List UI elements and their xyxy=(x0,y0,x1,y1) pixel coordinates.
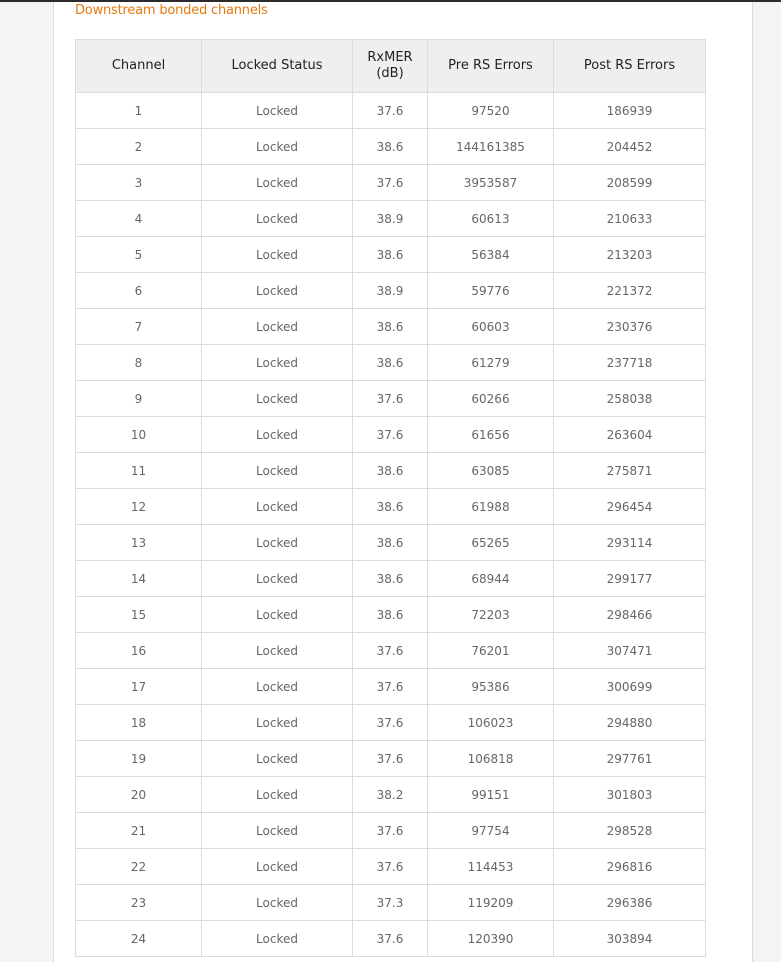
cell-rxmer: 38.9 xyxy=(353,273,428,309)
cell-post-rs-errors: 293114 xyxy=(554,525,706,561)
table-row xyxy=(76,489,706,525)
table-row xyxy=(76,561,706,597)
cell-rxmer: 38.6 xyxy=(353,129,428,165)
cell-post-rs-errors: 300699 xyxy=(554,669,706,705)
cell-rxmer: 38.6 xyxy=(353,561,428,597)
cell-pre-rs-errors: 99151 xyxy=(428,777,554,813)
table-row xyxy=(76,813,706,849)
cell-rxmer: 38.2 xyxy=(353,777,428,813)
cell-pre-rs-errors: 97520 xyxy=(428,93,554,129)
cell-channel: 1 xyxy=(76,93,202,129)
cell-rxmer: 37.6 xyxy=(353,705,428,741)
cell-rxmer: 38.6 xyxy=(353,489,428,525)
cell-channel: 9 xyxy=(76,381,202,417)
cell-pre-rs-errors: 119209 xyxy=(428,885,554,921)
cell-locked-status: Locked xyxy=(202,633,353,669)
cell-post-rs-errors: 307471 xyxy=(554,633,706,669)
header-rxmer xyxy=(353,40,428,93)
cell-pre-rs-errors: 56384 xyxy=(428,237,554,273)
cell-rxmer: 38.6 xyxy=(353,597,428,633)
cell-channel: 16 xyxy=(76,633,202,669)
cell-pre-rs-errors: 3953587 xyxy=(428,165,554,201)
cell-locked-status: Locked xyxy=(202,345,353,381)
cell-locked-status: Locked xyxy=(202,489,353,525)
cell-pre-rs-errors: 72203 xyxy=(428,597,554,633)
cell-pre-rs-errors: 60603 xyxy=(428,309,554,345)
cell-pre-rs-errors: 97754 xyxy=(428,813,554,849)
cell-post-rs-errors: 275871 xyxy=(554,453,706,489)
cell-pre-rs-errors: 68944 xyxy=(428,561,554,597)
cell-rxmer: 37.6 xyxy=(353,633,428,669)
cell-post-rs-errors: 204452 xyxy=(554,129,706,165)
cell-locked-status: Locked xyxy=(202,237,353,273)
cell-post-rs-errors: 186939 xyxy=(554,93,706,129)
table-row xyxy=(76,525,706,561)
content-panel xyxy=(53,2,753,962)
table-row xyxy=(76,741,706,777)
cell-channel: 10 xyxy=(76,417,202,453)
cell-channel: 3 xyxy=(76,165,202,201)
table-row xyxy=(76,129,706,165)
cell-rxmer: 37.3 xyxy=(353,885,428,921)
cell-locked-status: Locked xyxy=(202,705,353,741)
table-row xyxy=(76,705,706,741)
cell-locked-status: Locked xyxy=(202,381,353,417)
cell-post-rs-errors: 303894 xyxy=(554,921,706,957)
cell-post-rs-errors: 296386 xyxy=(554,885,706,921)
cell-rxmer: 37.6 xyxy=(353,165,428,201)
cell-post-rs-errors: 296816 xyxy=(554,849,706,885)
cell-rxmer: 37.6 xyxy=(353,417,428,453)
table-row xyxy=(76,381,706,417)
cell-locked-status: Locked xyxy=(202,669,353,705)
cell-channel: 21 xyxy=(76,813,202,849)
cell-channel: 22 xyxy=(76,849,202,885)
cell-channel: 13 xyxy=(76,525,202,561)
cell-rxmer: 38.6 xyxy=(353,237,428,273)
cell-locked-status: Locked xyxy=(202,525,353,561)
cell-rxmer: 38.9 xyxy=(353,201,428,237)
cell-locked-status: Locked xyxy=(202,813,353,849)
cell-channel: 14 xyxy=(76,561,202,597)
cell-post-rs-errors: 213203 xyxy=(554,237,706,273)
cell-rxmer: 37.6 xyxy=(353,381,428,417)
table-header-row xyxy=(76,40,706,93)
cell-channel: 15 xyxy=(76,597,202,633)
cell-channel: 4 xyxy=(76,201,202,237)
cell-post-rs-errors: 210633 xyxy=(554,201,706,237)
cell-post-rs-errors: 208599 xyxy=(554,165,706,201)
cell-pre-rs-errors: 60613 xyxy=(428,201,554,237)
cell-rxmer: 38.6 xyxy=(353,309,428,345)
table-row xyxy=(76,777,706,813)
table-row xyxy=(76,885,706,921)
cell-rxmer: 37.6 xyxy=(353,741,428,777)
cell-pre-rs-errors: 106023 xyxy=(428,705,554,741)
cell-rxmer: 37.6 xyxy=(353,813,428,849)
table-row xyxy=(76,309,706,345)
cell-post-rs-errors: 299177 xyxy=(554,561,706,597)
cell-post-rs-errors: 298528 xyxy=(554,813,706,849)
cell-rxmer: 37.6 xyxy=(353,921,428,957)
cell-pre-rs-errors: 61279 xyxy=(428,345,554,381)
cell-locked-status: Locked xyxy=(202,597,353,633)
cell-channel: 20 xyxy=(76,777,202,813)
header-channel: Channel xyxy=(76,40,202,93)
table-row xyxy=(76,237,706,273)
section-title: Downstream bonded channels xyxy=(75,3,268,18)
cell-post-rs-errors: 263604 xyxy=(554,417,706,453)
cell-pre-rs-errors: 61988 xyxy=(428,489,554,525)
cell-rxmer: 38.6 xyxy=(353,453,428,489)
cell-post-rs-errors: 294880 xyxy=(554,705,706,741)
cell-channel: 12 xyxy=(76,489,202,525)
cell-rxmer: 37.6 xyxy=(353,669,428,705)
cell-locked-status: Locked xyxy=(202,885,353,921)
cell-locked-status: Locked xyxy=(202,165,353,201)
cell-locked-status: Locked xyxy=(202,201,353,237)
cell-channel: 24 xyxy=(76,921,202,957)
cell-locked-status: Locked xyxy=(202,777,353,813)
cell-pre-rs-errors: 65265 xyxy=(428,525,554,561)
cell-locked-status: Locked xyxy=(202,453,353,489)
cell-post-rs-errors: 297761 xyxy=(554,741,706,777)
header-locked-status: Locked Status xyxy=(202,40,353,93)
table-row xyxy=(76,165,706,201)
table-row xyxy=(76,597,706,633)
table-row xyxy=(76,669,706,705)
cell-post-rs-errors: 296454 xyxy=(554,489,706,525)
cell-post-rs-errors: 230376 xyxy=(554,309,706,345)
cell-channel: 18 xyxy=(76,705,202,741)
cell-rxmer: 38.6 xyxy=(353,345,428,381)
cell-pre-rs-errors: 106818 xyxy=(428,741,554,777)
cell-locked-status: Locked xyxy=(202,273,353,309)
cell-pre-rs-errors: 63085 xyxy=(428,453,554,489)
table-row xyxy=(76,273,706,309)
cell-pre-rs-errors: 144161385 xyxy=(428,129,554,165)
cell-pre-rs-errors: 114453 xyxy=(428,849,554,885)
cell-post-rs-errors: 298466 xyxy=(554,597,706,633)
cell-locked-status: Locked xyxy=(202,129,353,165)
cell-channel: 5 xyxy=(76,237,202,273)
cell-locked-status: Locked xyxy=(202,417,353,453)
cell-post-rs-errors: 301803 xyxy=(554,777,706,813)
cell-rxmer: 37.6 xyxy=(353,849,428,885)
cell-locked-status: Locked xyxy=(202,93,353,129)
header-rxmer-label: RxMER (dB) xyxy=(367,50,413,81)
table-row xyxy=(76,201,706,237)
table-row xyxy=(76,921,706,957)
table-row xyxy=(76,453,706,489)
cell-channel: 8 xyxy=(76,345,202,381)
cell-pre-rs-errors: 59776 xyxy=(428,273,554,309)
cell-locked-status: Locked xyxy=(202,849,353,885)
cell-pre-rs-errors: 120390 xyxy=(428,921,554,957)
cell-channel: 17 xyxy=(76,669,202,705)
cell-locked-status: Locked xyxy=(202,921,353,957)
cell-rxmer: 37.6 xyxy=(353,93,428,129)
cell-pre-rs-errors: 95386 xyxy=(428,669,554,705)
cell-channel: 23 xyxy=(76,885,202,921)
cell-channel: 11 xyxy=(76,453,202,489)
cell-post-rs-errors: 221372 xyxy=(554,273,706,309)
cell-locked-status: Locked xyxy=(202,561,353,597)
table-row xyxy=(76,633,706,669)
downstream-channels-table xyxy=(75,39,706,957)
cell-channel: 2 xyxy=(76,129,202,165)
table-row xyxy=(76,345,706,381)
cell-locked-status: Locked xyxy=(202,741,353,777)
cell-channel: 6 xyxy=(76,273,202,309)
header-pre-rs-errors: Pre RS Errors xyxy=(428,40,554,93)
cell-post-rs-errors: 237718 xyxy=(554,345,706,381)
cell-channel: 7 xyxy=(76,309,202,345)
cell-rxmer: 38.6 xyxy=(353,525,428,561)
cell-pre-rs-errors: 60266 xyxy=(428,381,554,417)
cell-pre-rs-errors: 76201 xyxy=(428,633,554,669)
cell-pre-rs-errors: 61656 xyxy=(428,417,554,453)
cell-post-rs-errors: 258038 xyxy=(554,381,706,417)
table-row xyxy=(76,417,706,453)
cell-locked-status: Locked xyxy=(202,309,353,345)
table-row xyxy=(76,849,706,885)
header-post-rs-errors: Post RS Errors xyxy=(554,40,706,93)
table-row xyxy=(76,93,706,129)
cell-channel: 19 xyxy=(76,741,202,777)
